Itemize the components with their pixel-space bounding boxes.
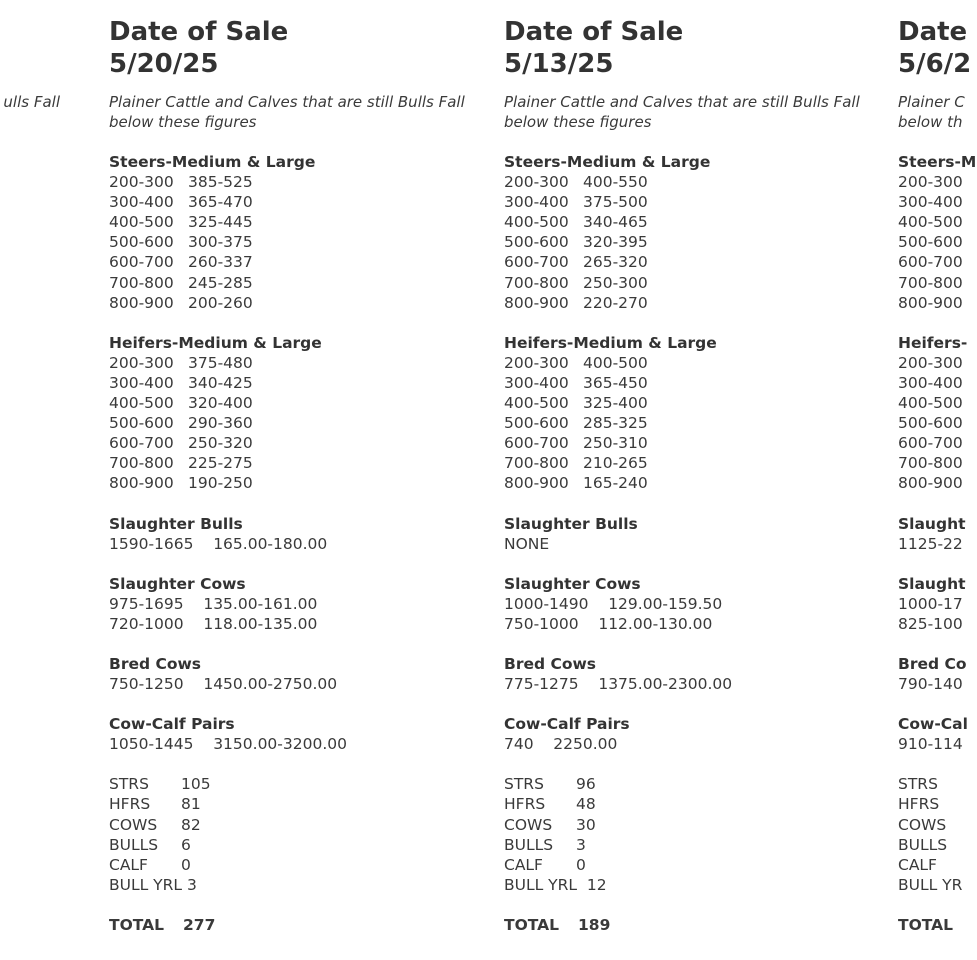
price-row: 800-900 190-250 [109, 474, 253, 493]
sale-date: 5/20/25 [109, 49, 219, 79]
count-row: STRS 96 [504, 775, 596, 794]
price-row: 400-500 320-400 [109, 394, 253, 413]
count-row: CALF 0 [504, 855, 586, 874]
count-row: BULL YRL 3 [109, 875, 197, 894]
head-counts [504, 774, 864, 895]
count-row: COWS [898, 815, 947, 834]
price-row: 600-700 [898, 434, 963, 453]
price-row: 200-300 [898, 173, 963, 192]
cow-calf-pairs-section: Cow-Cal 910-114 [898, 715, 968, 754]
price-row: 700-800 [898, 273, 963, 292]
price-row: 300-400 365-470 [109, 193, 253, 212]
total-value: 277 [183, 915, 216, 934]
cow-calf-pairs-section: Cow-Calf Pairs 1050-1445 3150.00-3200.00 [109, 715, 347, 754]
price-row: 800-900 220-270 [504, 293, 648, 312]
price-row: 700-800 [898, 454, 963, 473]
price-row: 600-700 250-320 [109, 434, 253, 453]
sale-date: 5/6/2 [898, 49, 972, 79]
total-row: TOTAL 277 [109, 915, 216, 934]
price-row: 400-500 [898, 394, 963, 413]
slaughter-cows-section: Slaughter Cows 975-1695 135.00-161.00 720-1000 118.00-135.00 [109, 574, 318, 633]
note: Plainer Cattle and Calves that are still Bulls Fall below these figures [504, 93, 860, 131]
count-row: COWS 82 [109, 815, 201, 834]
sale-column-5-20-25 [109, 16, 469, 935]
count-row: STRS 105 [109, 775, 211, 794]
price-row: 500-600 285-325 [504, 414, 648, 433]
count-row: CALF [898, 855, 937, 874]
price-row: 700-800 225-275 [109, 454, 253, 473]
price-row: 600-700 265-320 [504, 253, 648, 272]
price-row: 300-400 [898, 373, 963, 392]
steers-section [898, 152, 977, 313]
bred-cows-section: Bred Co 790-140 [898, 654, 967, 694]
note: Plainer C below th [898, 93, 965, 131]
sale-title [898, 16, 972, 80]
bred-cows-section: Bred Cows 750-1250 1450.00-2750.00 [109, 654, 338, 694]
price-row: 500-600 300-375 [109, 233, 253, 252]
price-row: 200-300 [898, 353, 963, 372]
price-row: 500-600 [898, 233, 963, 252]
section-heading: Steers-M [898, 153, 977, 171]
price-row: 600-700 [898, 253, 963, 272]
price-row: 800-900 [898, 293, 963, 312]
section-heading: Steers-Medium & Large [504, 153, 711, 171]
count-row: HFRS 81 [109, 795, 201, 814]
price-row: 700-800 245-285 [109, 273, 253, 292]
head-counts [898, 774, 963, 895]
price-row: 800-900 [898, 474, 963, 493]
slaughter-cows-section: Slaught 1000-17 825-100 [898, 574, 966, 633]
heifers-section [504, 333, 864, 494]
cow-calf-pairs-section: Cow-Calf Pairs 740 2250.00 [504, 715, 630, 754]
price-row: 400-500 [898, 213, 963, 232]
bred-cows-section: Bred Cows 775-1275 1375.00-2300.00 [504, 654, 733, 694]
note: Plainer Cattle and Calves that are still Bulls Fall below these figures [109, 93, 465, 131]
price-row: 200-300 400-500 [504, 353, 648, 372]
section-heading: Steers-Medium & Large [109, 153, 316, 171]
price-row: 700-800 250-300 [504, 273, 648, 292]
price-row: 200-300 400-550 [504, 173, 648, 192]
section-heading: Heifers-Medium & Large [109, 333, 322, 352]
count-row: BULL YRL 12 [504, 875, 607, 894]
sale-title [504, 16, 864, 80]
price-row: 500-600 320-395 [504, 233, 648, 252]
price-row: 600-700 250-310 [504, 434, 648, 453]
price-row: 300-400 375-500 [504, 193, 648, 212]
sale-column-5-6-25 [898, 16, 977, 935]
slaughter-bulls-section: Slaught 1125-22 [898, 514, 966, 553]
date-label: Date of Sale [109, 17, 289, 47]
count-row: BULLS 3 [504, 835, 586, 854]
previous-column-fragment [0, 16, 60, 112]
heifers-section [109, 333, 469, 494]
count-row: HFRS [898, 795, 940, 814]
sale-date: 5/13/25 [504, 49, 614, 79]
price-row: 200-300 375-480 [109, 353, 253, 372]
date-label: Date [898, 17, 968, 47]
head-counts [109, 774, 469, 895]
price-row: 400-500 340-465 [504, 213, 648, 232]
price-row: 800-900 200-260 [109, 293, 253, 312]
heifers-section [898, 333, 968, 494]
count-row: STRS [898, 775, 938, 794]
count-row: HFRS 48 [504, 795, 596, 814]
sale-column-5-13-25 [504, 16, 864, 935]
date-label: Date of Sale [504, 17, 684, 47]
count-row: CALF 0 [109, 855, 191, 874]
total-row: TOTAL 189 [504, 915, 611, 934]
section-heading: Heifers-Medium & Large [504, 333, 717, 352]
section-heading: Heifers- [898, 333, 968, 352]
steers-section [109, 152, 469, 313]
total-row: TOTAL [898, 915, 953, 934]
price-row: 600-700 260-337 [109, 253, 253, 272]
price-row: 200-300 385-525 [109, 173, 253, 192]
price-row: 400-500 325-445 [109, 213, 253, 232]
price-row: 700-800 210-265 [504, 454, 648, 473]
price-row: 500-600 [898, 414, 963, 433]
slaughter-cows-section: Slaughter Cows 1000-1490 129.00-159.50 750-1000 112.00-130.00 [504, 574, 723, 633]
steers-section [504, 152, 864, 313]
count-row: COWS 30 [504, 815, 596, 834]
price-row: 500-600 290-360 [109, 414, 253, 433]
note-fragment: ulls Fall [3, 93, 60, 111]
price-row: 300-400 365-450 [504, 373, 648, 392]
slaughter-bulls-section: Slaughter Bulls 1590-1665 165.00-180.00 [109, 514, 328, 553]
count-row: BULLS [898, 835, 948, 854]
count-row: BULL YR [898, 875, 963, 894]
price-row: 300-400 [898, 193, 963, 212]
price-row: 300-400 340-425 [109, 373, 253, 392]
price-row: 400-500 325-400 [504, 394, 648, 413]
sale-title [109, 16, 469, 80]
total-value: 189 [578, 915, 611, 934]
count-row: BULLS 6 [109, 835, 191, 854]
price-row: 800-900 165-240 [504, 474, 648, 493]
slaughter-bulls-section: Slaughter Bulls NONE [504, 514, 638, 553]
